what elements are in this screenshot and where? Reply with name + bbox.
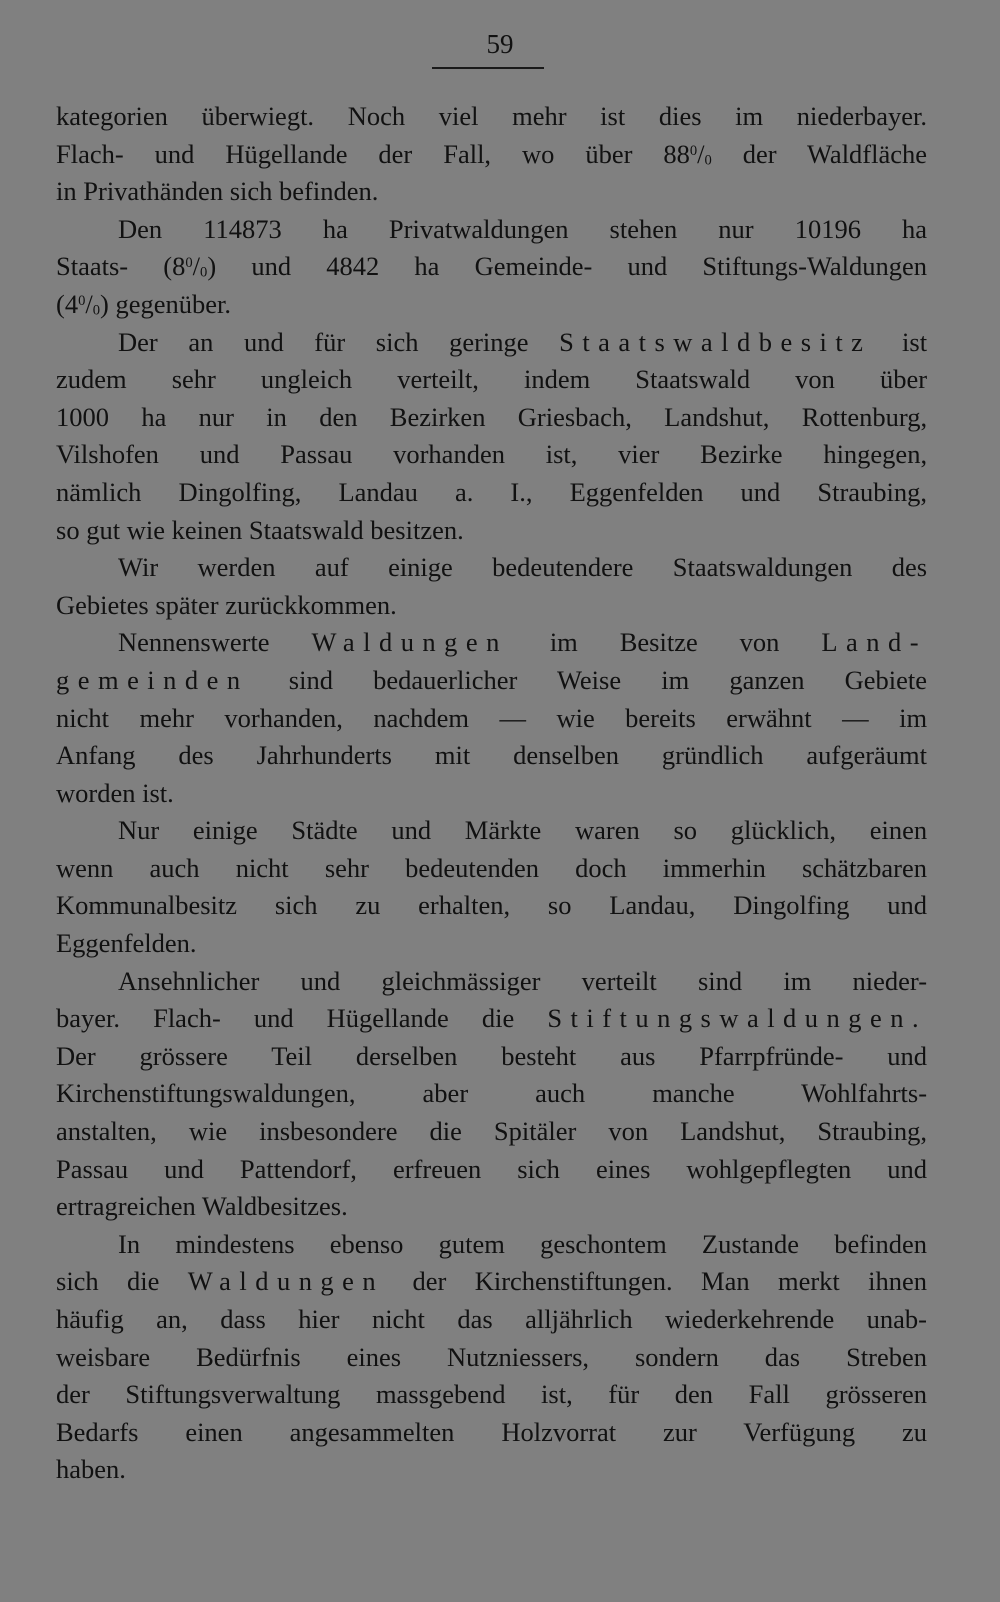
- paragraph: [56, 963, 927, 1226]
- text-line: gemeinden sind bedauerlicher Weise im ganzen Gebiete: [56, 664, 928, 695]
- text-line: in Privathänden sich befinden.: [56, 176, 379, 207]
- text-line: Ansehnlicher und gleichmässiger verteilt sind im nieder-: [118, 965, 928, 996]
- text-line: Den 114873 ha Privatwaldungen stehen nur 10196 ha: [118, 213, 928, 244]
- emphasized-term: gemeinden: [56, 664, 249, 695]
- text-line: Kirchenstiftungswaldungen, aber auch manche Wohlfahrts-: [56, 1078, 928, 1109]
- text-line: kategorien überwiegt. Noch viel mehr ist dies im niederbayer.: [56, 101, 927, 131]
- text-line: Staats- $(8^0/_0)$ und 4842 ha Gemeinde- und Stiftungs-Waldungen: [56, 251, 927, 282]
- header-rule: [432, 67, 544, 69]
- text-line: Nennenswerte Waldungen im Besitze von Land-: [118, 627, 928, 658]
- text-line: haben.: [56, 1454, 126, 1485]
- text-line: Der grössere Teil derselben besteht aus Pfarrpfründe- und: [56, 1040, 927, 1071]
- text-line: häufig an, dass hier nicht das alljährlich wiederkehrende unab-: [56, 1304, 928, 1334]
- text-line: Wir werden auf einige bedeutendere Staatswaldungen des: [118, 552, 928, 583]
- text-line: 1000 ha nur in den Bezirken Griesbach, Landshut, Rottenburg,: [56, 401, 928, 432]
- emphasized-term: Waldungen: [311, 627, 508, 658]
- text-line: nicht mehr vorhanden, nachdem — wie bereits erwähnt — im: [56, 702, 928, 733]
- emphasized-term: Land-: [821, 627, 928, 658]
- text-line: Anfang des Jahrhunderts mit denselben gründlich aufgeräumt: [56, 740, 928, 771]
- text-line: bayer. Flach- und Hügellande die Stiftungswaldungen.: [56, 1003, 928, 1034]
- emphasized-term: Staatswaldbesitz: [559, 326, 872, 357]
- text-line: Bedarfs einen angesammelten Holzvorrat zur Verfügung zu: [56, 1416, 928, 1447]
- text-line: ertragreichen Waldbesitzes.: [56, 1191, 348, 1222]
- paragraph: [56, 549, 927, 624]
- paragraph: [56, 1226, 927, 1489]
- text-line: zudem sehr ungleich verteilt, indem Staatswald von über: [56, 364, 928, 395]
- text-line: worden ist.: [56, 777, 174, 808]
- text-line: $(4^0/_0)$ gegenüber.: [56, 288, 231, 319]
- text-line: Kommunalbesitz sich zu erhalten, so Landau, Dingolfing und: [56, 890, 928, 921]
- text-line: der Stiftungsverwaltung massgebend ist, für den Fall grösseren: [56, 1379, 927, 1410]
- text-line: Passau und Pattendorf, erfreuen sich eines wohlgepflegten und: [56, 1153, 928, 1184]
- text-line: so gut wie keinen Staatswald besitzen.: [56, 514, 464, 545]
- text-line: Vilshofen und Passau vorhanden ist, vier Bezirke hingegen,: [56, 439, 928, 470]
- text-line: wenn auch nicht sehr bedeutenden doch immerhin schätzbaren: [56, 852, 928, 883]
- text-line: sich die Waldungen der Kirchenstiftungen. Man merkt ihnen: [56, 1266, 928, 1297]
- text-line: Eggenfelden.: [56, 928, 197, 959]
- text-line: Gebietes später zurückkommen.: [56, 589, 397, 620]
- paragraph: [56, 624, 927, 812]
- text-line: In mindestens ebenso gutem geschontem Zustande befinden: [118, 1228, 928, 1259]
- text-line: nämlich Dingolfing, Landau a. I., Eggenfelden und Straubing,: [56, 476, 928, 507]
- paragraph: [56, 211, 927, 324]
- text-line: Der an und für sich geringe Staatswaldbesitz ist: [118, 326, 928, 357]
- text-line: Nur einige Städte und Märkte waren so glücklich, einen: [118, 815, 928, 846]
- paragraph: [56, 324, 927, 550]
- paragraph: [56, 812, 927, 962]
- text-line: weisbare Bedürfnis eines Nutzniessers, sondern das Streben: [56, 1341, 928, 1372]
- body-text: [56, 98, 927, 1489]
- emphasized-term: Stiftungswaldungen.: [547, 1003, 928, 1034]
- text-line: anstalten, wie insbesondere die Spitäler von Landshut, Straubing,: [56, 1116, 928, 1147]
- page-number: 59: [486, 29, 514, 59]
- text-line: Flach- und Hügellande der Fall, wo über $88^0/_0$ der Waldfläche: [56, 138, 928, 169]
- paragraph: [56, 98, 927, 211]
- emphasized-term: Waldungen: [187, 1266, 385, 1297]
